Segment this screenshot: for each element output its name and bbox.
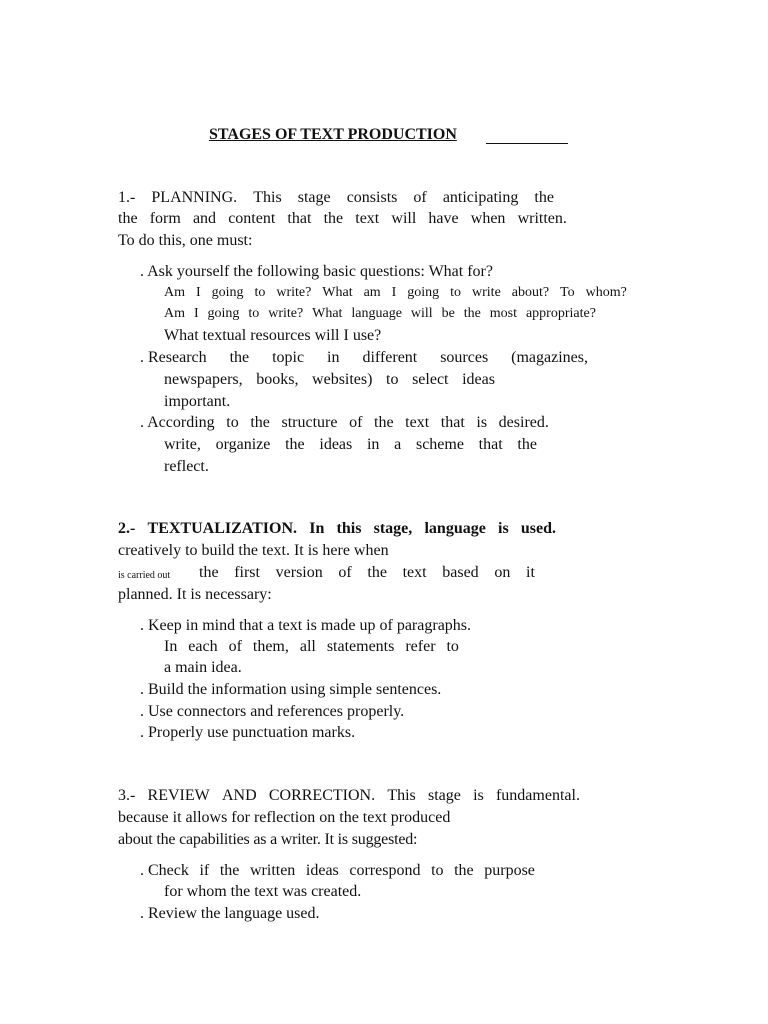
word: language xyxy=(424,520,486,537)
word: Am xyxy=(164,306,185,321)
word: it xyxy=(526,564,535,581)
word: form xyxy=(149,210,181,227)
word: the xyxy=(454,862,474,879)
word: to xyxy=(446,638,459,655)
word: going xyxy=(407,285,440,300)
word: anticipating xyxy=(442,189,519,206)
word: topic xyxy=(272,349,305,366)
word: I xyxy=(195,285,201,300)
word: that xyxy=(440,414,465,431)
planning-bullet-2-line-2 xyxy=(164,370,495,390)
word: newspapers, xyxy=(164,371,243,388)
word: going xyxy=(211,285,244,300)
textualization-line-4: planned. It is necessary: xyxy=(118,586,272,603)
word: ideas xyxy=(319,436,353,453)
planning-bullet-1-line-4: What textual resources will I use? xyxy=(164,327,382,344)
word: organize xyxy=(215,436,271,453)
word: this xyxy=(336,520,362,537)
word: have xyxy=(428,210,459,227)
word: consists xyxy=(346,189,398,206)
word: refer xyxy=(405,638,436,655)
word: is xyxy=(476,414,488,431)
textualization-bullet-1-line-1: . Keep in mind that a text is made up of paragraphs. xyxy=(140,617,472,634)
word: a xyxy=(394,436,402,453)
word: is xyxy=(473,787,484,804)
word: I xyxy=(391,285,397,300)
word: the xyxy=(323,210,344,227)
word: written xyxy=(249,862,296,879)
word: in xyxy=(327,349,340,366)
word: write xyxy=(472,285,501,300)
word: the xyxy=(463,306,481,321)
word: To xyxy=(560,285,575,300)
word: write? xyxy=(276,285,312,300)
word: stage, xyxy=(373,520,413,537)
word: when xyxy=(470,210,506,227)
word: websites) xyxy=(312,371,373,388)
word: stage xyxy=(427,787,461,804)
word: that xyxy=(478,436,503,453)
word: the xyxy=(250,414,270,431)
word: 3.- xyxy=(118,787,136,804)
word: write, xyxy=(164,436,201,453)
word: CORRECTION. xyxy=(268,787,376,804)
textualization-line-2: creatively to build the text. It is here when xyxy=(118,542,389,559)
word: AND xyxy=(221,787,257,804)
review-bullet-1-line-1 xyxy=(140,861,535,881)
word: each xyxy=(188,638,218,655)
word: PLANNING. xyxy=(151,189,238,206)
word: REVIEW xyxy=(147,787,210,804)
word: am xyxy=(363,285,381,300)
word: text xyxy=(402,564,427,581)
word: to xyxy=(254,285,266,300)
word: used. xyxy=(520,520,556,537)
page-title: STAGES OF TEXT PRODUCTION xyxy=(209,126,457,143)
word: different xyxy=(362,349,418,366)
word: ideas xyxy=(462,371,495,388)
word: about? xyxy=(511,285,550,300)
word: (magazines, xyxy=(511,349,588,366)
word: all xyxy=(299,638,316,655)
word: language xyxy=(351,306,402,321)
word: appropriate? xyxy=(525,306,596,321)
planning-bullet-1-line-3 xyxy=(164,304,596,324)
word: of xyxy=(349,414,363,431)
word: to xyxy=(431,862,444,879)
word: will xyxy=(391,210,417,227)
word: correspond xyxy=(349,862,421,879)
word: stage xyxy=(297,189,331,206)
word: the xyxy=(118,210,138,227)
word: ideas xyxy=(305,862,339,879)
review-line-3: about the capabilities as a writer. It is suggested: xyxy=(118,831,418,848)
textualization-line-3-small: is carried out xyxy=(118,570,171,581)
textualization-bullet-2: . Build the information using simple sentences. xyxy=(140,681,442,698)
word: desired. xyxy=(498,414,549,431)
review-bullet-2: . Review the language used. xyxy=(140,905,320,922)
word: of xyxy=(338,564,352,581)
word: write? xyxy=(268,306,304,321)
word: Am xyxy=(164,285,185,300)
word: the xyxy=(374,414,394,431)
word: the xyxy=(517,436,537,453)
planning-bullet-2-line-3: important. xyxy=(164,393,231,410)
word: What xyxy=(312,306,343,321)
title-underline-rule xyxy=(486,143,568,144)
textualization-bullet-3: . Use connectors and references properly. xyxy=(140,703,405,720)
word: 1.- xyxy=(118,189,136,206)
planning-bullet-3-line-3: reflect. xyxy=(164,458,209,475)
textualization-bullet-1-line-3: a main idea. xyxy=(164,659,242,676)
word: In xyxy=(164,638,178,655)
textualization-heading-line xyxy=(118,519,556,539)
word: purpose xyxy=(484,862,535,879)
word: will xyxy=(410,306,433,321)
word: to xyxy=(386,371,399,388)
textualization-bullet-4: . Properly use punctuation marks. xyxy=(140,724,356,741)
word: to xyxy=(226,414,239,431)
word: 2.- xyxy=(118,520,136,537)
word: structure xyxy=(281,414,338,431)
word: the xyxy=(199,564,219,581)
planning-intro-line-2 xyxy=(118,209,567,229)
word: statements xyxy=(326,638,395,655)
word: is xyxy=(498,520,509,537)
word: . Check xyxy=(140,862,189,879)
word: What xyxy=(322,285,353,300)
word: . Research xyxy=(140,349,207,366)
planning-bullet-1-line-2 xyxy=(164,283,627,303)
word: to xyxy=(450,285,462,300)
word: version xyxy=(275,564,323,581)
planning-bullet-3-line-1 xyxy=(140,413,549,433)
textualization-bullet-1-line-2 xyxy=(164,637,459,657)
word: of xyxy=(413,189,427,206)
word: be xyxy=(441,306,455,321)
planning-bullet-1-line-1: . Ask yourself the following basic questions: What for? xyxy=(140,263,493,280)
word: TEXTUALIZATION. xyxy=(147,520,298,537)
word: the xyxy=(285,436,305,453)
word: to xyxy=(248,306,260,321)
textualization-line-3 xyxy=(199,563,535,583)
word: fundamental. xyxy=(495,787,580,804)
planning-bullet-3-line-2 xyxy=(164,435,537,455)
word: if xyxy=(199,862,210,879)
word: of xyxy=(228,638,242,655)
word: sources xyxy=(440,349,489,366)
word: and xyxy=(192,210,217,227)
word: text xyxy=(355,210,380,227)
word: on xyxy=(494,564,511,581)
word: based xyxy=(442,564,479,581)
word: in xyxy=(366,436,380,453)
word: going xyxy=(207,306,240,321)
review-line-1 xyxy=(118,786,580,806)
word: content xyxy=(228,210,276,227)
word: that xyxy=(287,210,312,227)
review-bullet-1-line-2: for whom the text was created. xyxy=(164,883,362,900)
word: text xyxy=(405,414,430,431)
word: books, xyxy=(256,371,299,388)
word: select xyxy=(412,371,449,388)
word: I xyxy=(193,306,199,321)
word: the xyxy=(219,862,240,879)
word: This xyxy=(253,189,282,206)
word: them, xyxy=(252,638,289,655)
word: written. xyxy=(517,210,567,227)
word: . According xyxy=(140,414,215,431)
word: scheme xyxy=(415,436,464,453)
word: first xyxy=(234,564,260,581)
review-line-2: because it allows for reflection on the text produced xyxy=(118,809,451,826)
word: In xyxy=(309,520,325,537)
planning-intro-line-3: To do this, one must: xyxy=(118,232,253,249)
word: This xyxy=(387,787,416,804)
word: whom? xyxy=(585,285,627,300)
word: the xyxy=(367,564,387,581)
word: the xyxy=(534,189,554,206)
word: the xyxy=(229,349,250,366)
word: most xyxy=(489,306,518,321)
planning-bullet-2-line-1 xyxy=(140,348,588,368)
planning-intro-line-1 xyxy=(118,188,554,208)
